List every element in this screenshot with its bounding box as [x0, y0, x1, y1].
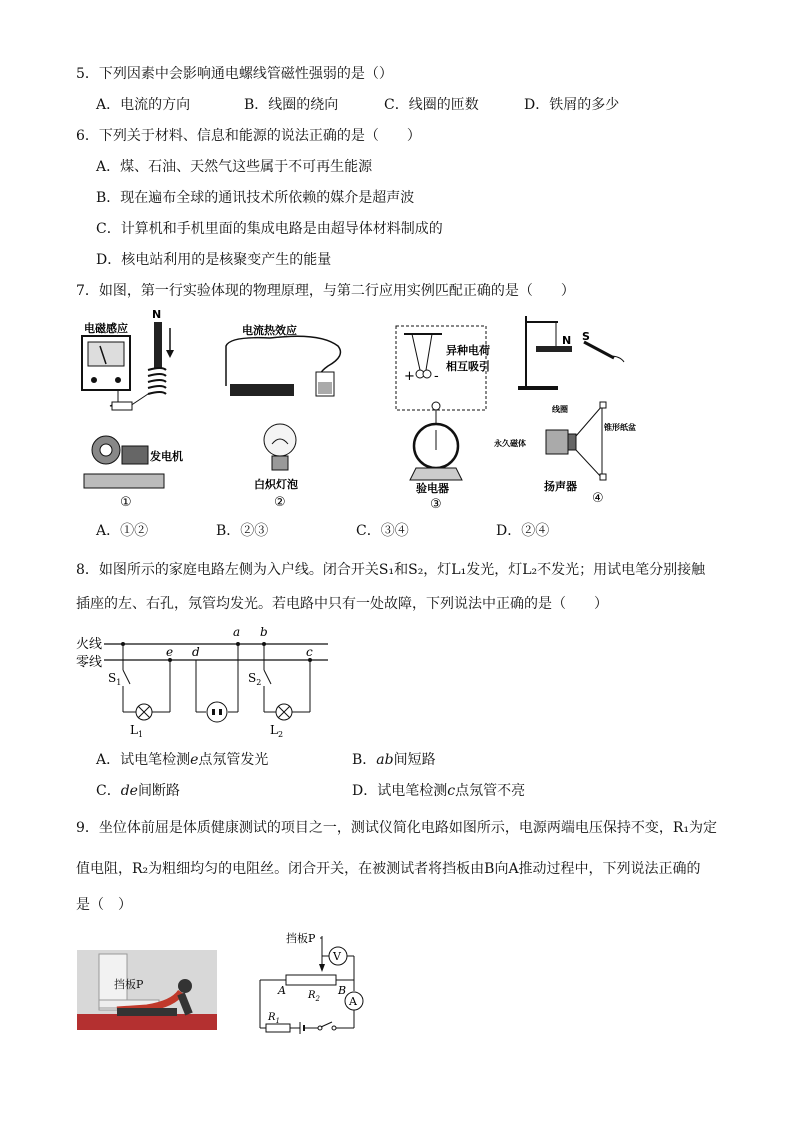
q8-option-c: C．de间断路: [96, 783, 180, 799]
svg-text:+: +: [404, 369, 415, 384]
label-s2: $S_2$: [248, 671, 262, 687]
label-end-a: A: [278, 984, 286, 997]
q9-line3: 是（ ）: [76, 897, 132, 913]
q6-option-a: A．煤、石油、天然气这些属于不可再生能源: [96, 159, 373, 175]
q9-line1: 9．坐位体前屈是体质健康测试的项目之一，测试仪简化电路如图所示，电源两端电压保持不变，R₁为定: [76, 820, 718, 836]
label-attract: 相互吸引: [446, 360, 490, 373]
label-a: a: [233, 625, 241, 639]
q9-circuit: [254, 928, 374, 1038]
q6-stem: 6．下列关于材料、信息和能源的说法正确的是（ ）: [76, 128, 421, 144]
label-magnet: 永久磁体: [494, 439, 526, 448]
induction-experiment: [82, 322, 174, 410]
label-l2: $L_2$: [270, 723, 284, 739]
number-2: ②: [274, 495, 286, 510]
q8-circuit: [74, 624, 354, 740]
q7-option-a: A．①②: [96, 523, 149, 539]
q5-option-d: D．铁屑的多少: [524, 97, 620, 113]
label-neutral-wire: 零线: [76, 655, 103, 670]
q7-stem: 7．如图，第一行实验体现的物理原理，与第二行应用实例匹配正确的是（ ）: [76, 283, 575, 299]
electroscope-image: [410, 402, 462, 480]
label-heating: 电流热效应: [242, 324, 297, 337]
q5-option-a: A．电流的方向: [96, 97, 191, 113]
q5-stem: 5．下列因素中会影响通电螺线管磁性强弱的是（）: [76, 66, 393, 82]
label-voltmeter: V: [333, 950, 341, 963]
q5-option-c: C．线圈的匝数: [384, 97, 479, 113]
label-speaker: 扬声器: [544, 480, 577, 493]
label-north-1: N: [152, 308, 162, 321]
number-3: ③: [430, 497, 442, 512]
label-e: e: [166, 645, 174, 659]
label-c: c: [306, 645, 313, 659]
label-bulb: 白炽灯泡: [254, 478, 298, 491]
label-l1: $L_1$: [130, 723, 144, 739]
q8-stem-line1: 8．如图所示的家庭电路左侧为入户线。闭合开关S₁和S₂，灯L₁发光，灯L₂不发光；用试电笔分别接触: [76, 562, 706, 578]
q7-option-d: D．②④: [496, 523, 550, 539]
number-4: ④: [592, 491, 604, 506]
q7-option-c: C．③④: [356, 523, 409, 539]
q6-option-c: C．计算机和手机里面的集成电路是由超导体材料制成的: [96, 221, 443, 237]
q6-option-b: B．现在遍布全球的通讯技术所依赖的媒介是超声波: [96, 190, 415, 206]
label-induction: 电磁感应: [84, 322, 128, 335]
label-end-b: B: [338, 984, 347, 997]
label-r2: $R_2$: [308, 990, 320, 1003]
label-b: b: [260, 625, 268, 639]
label-s1: $S_1$: [108, 671, 122, 687]
bulb-image: [264, 424, 296, 470]
svg-text:-: -: [434, 369, 439, 384]
heating-experiment: [226, 336, 340, 396]
q9-line2: 值电阻，R₂为粗细均匀的电阻丝。闭合开关，在被测试者将挡板由B向A推动过程中，下列说法正确的: [76, 861, 701, 877]
label-ammeter: A: [349, 995, 357, 1008]
label-cone: 锥形纸盆: [604, 423, 636, 432]
label-plate-p: 挡板P: [286, 932, 316, 945]
q8-stem-line2: 插座的左、右孔，氖管均发光。若电路中只有一处故障，下列说法中正确的是（ ）: [76, 596, 608, 612]
q8-option-a: A．试电笔检测e点氖管发光: [96, 752, 269, 768]
photo-label-plate: 挡板P: [114, 978, 144, 991]
label-r1: $R_1$: [268, 1012, 280, 1025]
label-opposite-charges: 异种电荷: [446, 344, 490, 357]
label-north-2: N: [562, 334, 572, 347]
label-d: d: [192, 645, 200, 659]
q8-option-b: B．ab间短路: [352, 752, 436, 768]
number-1: ①: [120, 495, 132, 510]
q9-photo: [77, 950, 217, 1030]
q6-option-d: D．核电站利用的是核聚变产生的能量: [96, 252, 332, 268]
q5-option-b: B．线圈的绕向: [244, 97, 339, 113]
label-electroscope: 验电器: [416, 482, 449, 495]
label-south: S: [582, 330, 590, 343]
label-coil: 线圈: [552, 405, 568, 414]
q7-figure: [70, 306, 636, 516]
q8-option-d: D．试电笔检测c点氖管不亮: [352, 783, 526, 799]
q7-option-b: B．②③: [216, 523, 269, 539]
label-generator: 发电机: [150, 450, 183, 463]
label-live-wire: 火线: [76, 637, 103, 652]
magnet-experiment: [518, 316, 624, 390]
